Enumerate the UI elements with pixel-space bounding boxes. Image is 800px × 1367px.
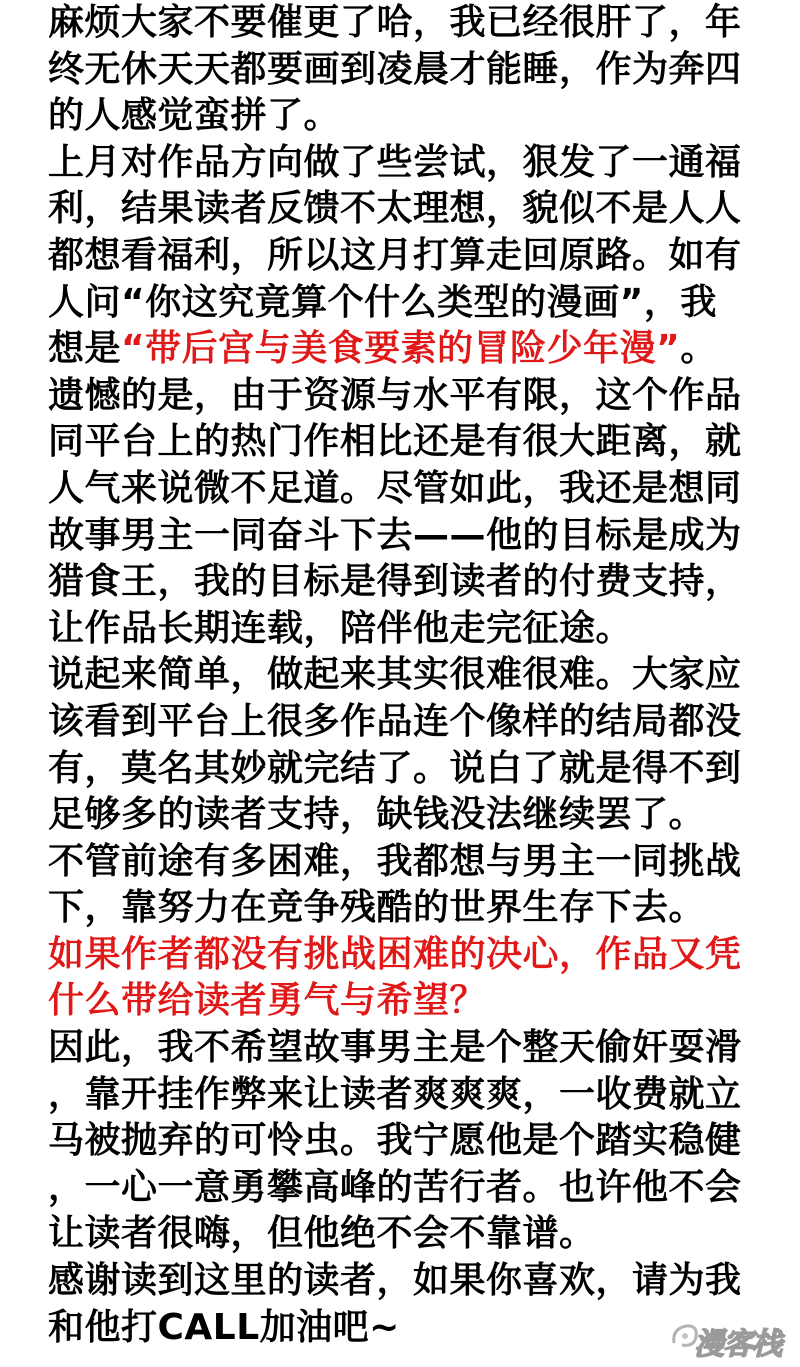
text-line: 同平台上的热门作相比还是有很大距离，就 [48, 421, 742, 463]
text-line: 该看到平台上很多作品连个像样的结局都没 [48, 700, 742, 742]
text-line: 上月对作品方向做了些尝试，狠发了一通福 [48, 141, 742, 183]
text-line: 有，莫名其妙就完结了。说白了就是得不到 [48, 747, 742, 789]
text-line: 故事男主一同奋斗下去——他的目标是成为 [48, 514, 742, 556]
watermark-text: 漫客栈 [694, 1327, 781, 1362]
text-line: 利，结果读者反馈不太理想，貌似不是人人 [48, 188, 742, 230]
text-line: 都想看福利，所以这月打算走回原路。如有 [48, 234, 742, 276]
text-line: ，一心一意勇攀高峰的苦行者。也许他不会 [48, 1166, 742, 1208]
text-line-genre [48, 326, 748, 373]
text-line: 不管前途有多困难，我都想与男主一同挑战 [48, 840, 742, 882]
author-note [48, 0, 748, 1351]
genre-prefix: 想是 [48, 328, 122, 370]
text-line: 足够多的读者支持，缺钱没法继续罢了。 [48, 794, 706, 836]
text-line: ，靠开挂作弊来让读者爽爽爽，一收费就立 [48, 1073, 742, 1115]
highlight-line: 如果作者都没有挑战困难的决心，作品又凭 [48, 933, 742, 975]
text-line: 下，靠努力在竞争残酷的世界生存下去。 [48, 887, 706, 929]
text-line: 因此，我不希望故事男主是个整天偷奸耍滑 [48, 1027, 742, 1069]
text-line: 说起来简单，做起来其实很难很难。大家应 [48, 654, 742, 696]
text-line: 马被抛弃的可怜虫。我宁愿他是个踏实稳健 [48, 1120, 742, 1162]
text-line: 感谢读到这里的读者，如果你喜欢，请为我 [48, 1260, 742, 1302]
genre-suffix: 。 [680, 328, 717, 370]
text-line: 让作品长期连载，陪伴他走完征途。 [48, 607, 633, 649]
site-watermark-logo [670, 1315, 788, 1362]
text-line: 人问“你这究竟算个什么类型的漫画”，我 [48, 281, 717, 323]
genre-highlight: “带后宫与美食要素的冒险少年漫” [121, 328, 681, 370]
text-line: 遗憾的是，由于资源与水平有限，这个作品 [48, 374, 742, 416]
text-line: 和他打CALL加油吧~ [48, 1306, 400, 1348]
text-line: 终无休天天都要画到凌晨才能睡，作为奔四 [48, 48, 742, 90]
text-line: 人气来说微不足道。尽管如此，我还是想同 [48, 467, 742, 509]
text-line: 的人感觉蛮拼了。 [48, 95, 341, 137]
highlight-line: 什么带给读者勇气与希望？ [48, 980, 487, 1022]
text-line: 猎食王，我的目标是得到读者的付费支持， [48, 561, 742, 603]
text-line: 让读者很嗨，但他绝不会不靠谱。 [48, 1213, 596, 1255]
text-line: 麻烦大家不要催更了哈，我已经很肝了，年 [48, 2, 742, 43]
